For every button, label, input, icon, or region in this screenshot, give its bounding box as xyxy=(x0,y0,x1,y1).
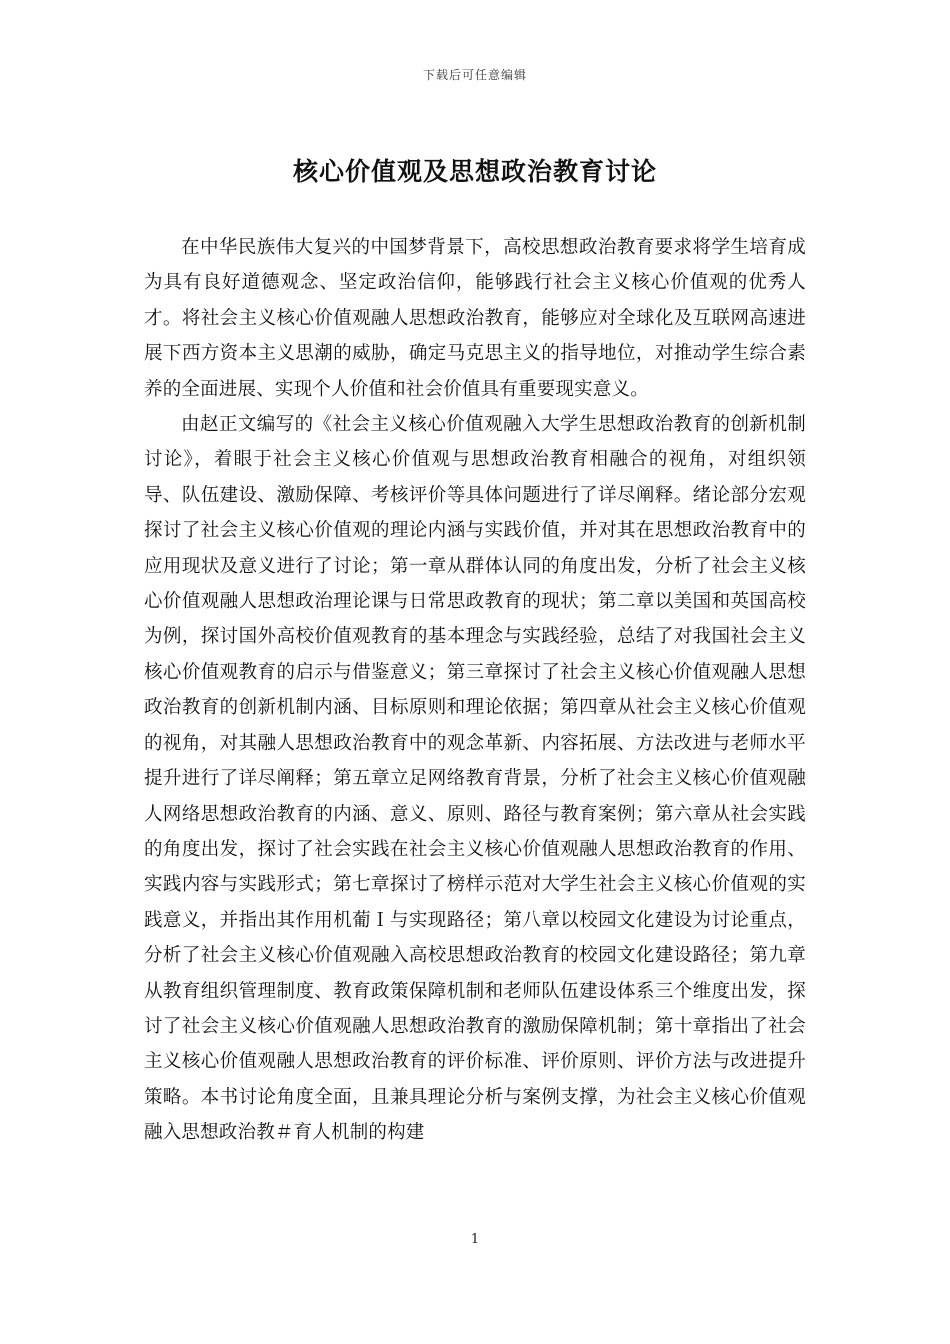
header-note: 下载后可任意编辑 xyxy=(422,68,527,82)
page-number: 1 xyxy=(470,1232,480,1247)
paragraph-intro: 在中华民族伟大复兴的中国梦背景下，高校思想政治教育要求将学生培育成为具有良好道德观念、坚定政治信仰，能够践行社会主义核心价值观的优秀人才。将社会主义核心价值观融人思想政治教育，能够应对全球化及互联网高速进展下西方资本主义思潮的威胁，确定马克思主义的指导地位，对推动学生综合素养的全面进展、实现个人价值和社会价值具有重要现实意义。 xyxy=(144,237,806,400)
paragraph-book-review: 由赵正文编写的《社会主义核心价值观融入大学生思想政治教育的创新机制讨论》，着眼于社会主义核心价值观与思想政治教育相融合的视角，对组织领导、队伍建设、激励保障、考核评价等具体问题进行了详尽阐释。绪论部分宏观探讨了社会主义核心价值观的理论内涵与实践价值，并对其在思想政治教育中的应用现状及意义进行了讨论；第一章从群体认同的角度出发，分析了社会主义核心价值观融人思想政治理论课与日常思政教育的现状；第二章以美国和英国高校为例，探讨国外高校价值观教育的基本理念与实践经验，总结了对我国社会主义核心价值观教育的启示与借鉴意义；第三章探讨了社会主义核心价值观融人思想政治教育的创新机制内涵、目标原则和理论依据；第四章从社会主义核心价值观的视角，对其融人思想政治教育中的观念革新、内容拓展、方法改进与老师水平提升进行了详尽阐释；第五章立足网络教育背景，分析了社会主义核心价值观融人网络思想政治教育的内涵、意义、原则、路径与教育案例；第六章从社会实践的角度出发，探讨了社会实践在社会主义核心价值观融人思想政治教育的作用、实践内容与实践形式；第七章探讨了榜样示范对大学生社会主义核心价值观的实践意义，并指出其作用机葡Ｉ与实现路径；第八章以校园文化建设为讨论重点，分析了社会主义核心价值观融入高校思想政治教育的校园文化建设路径；第九章从教育组织管理制度、教育政策保障机制和老师队伍建设体系三个维度出发，探讨了社会主义核心价值观融人思想政治教育的激励保障机制；第十章指出了社会主义核心价值观融人思想政治教育的评价标准、评价原则、评价方法与改进提升策略。本书讨论角度全面，且兼具理论分析与案例支撑，为社会主义核心价值观融入思想政治教＃育人机制的构建 xyxy=(144,414,806,1144)
document-title: 核心价值观及思想政治教育讨论 xyxy=(292,157,657,186)
document-body xyxy=(144,230,806,1151)
